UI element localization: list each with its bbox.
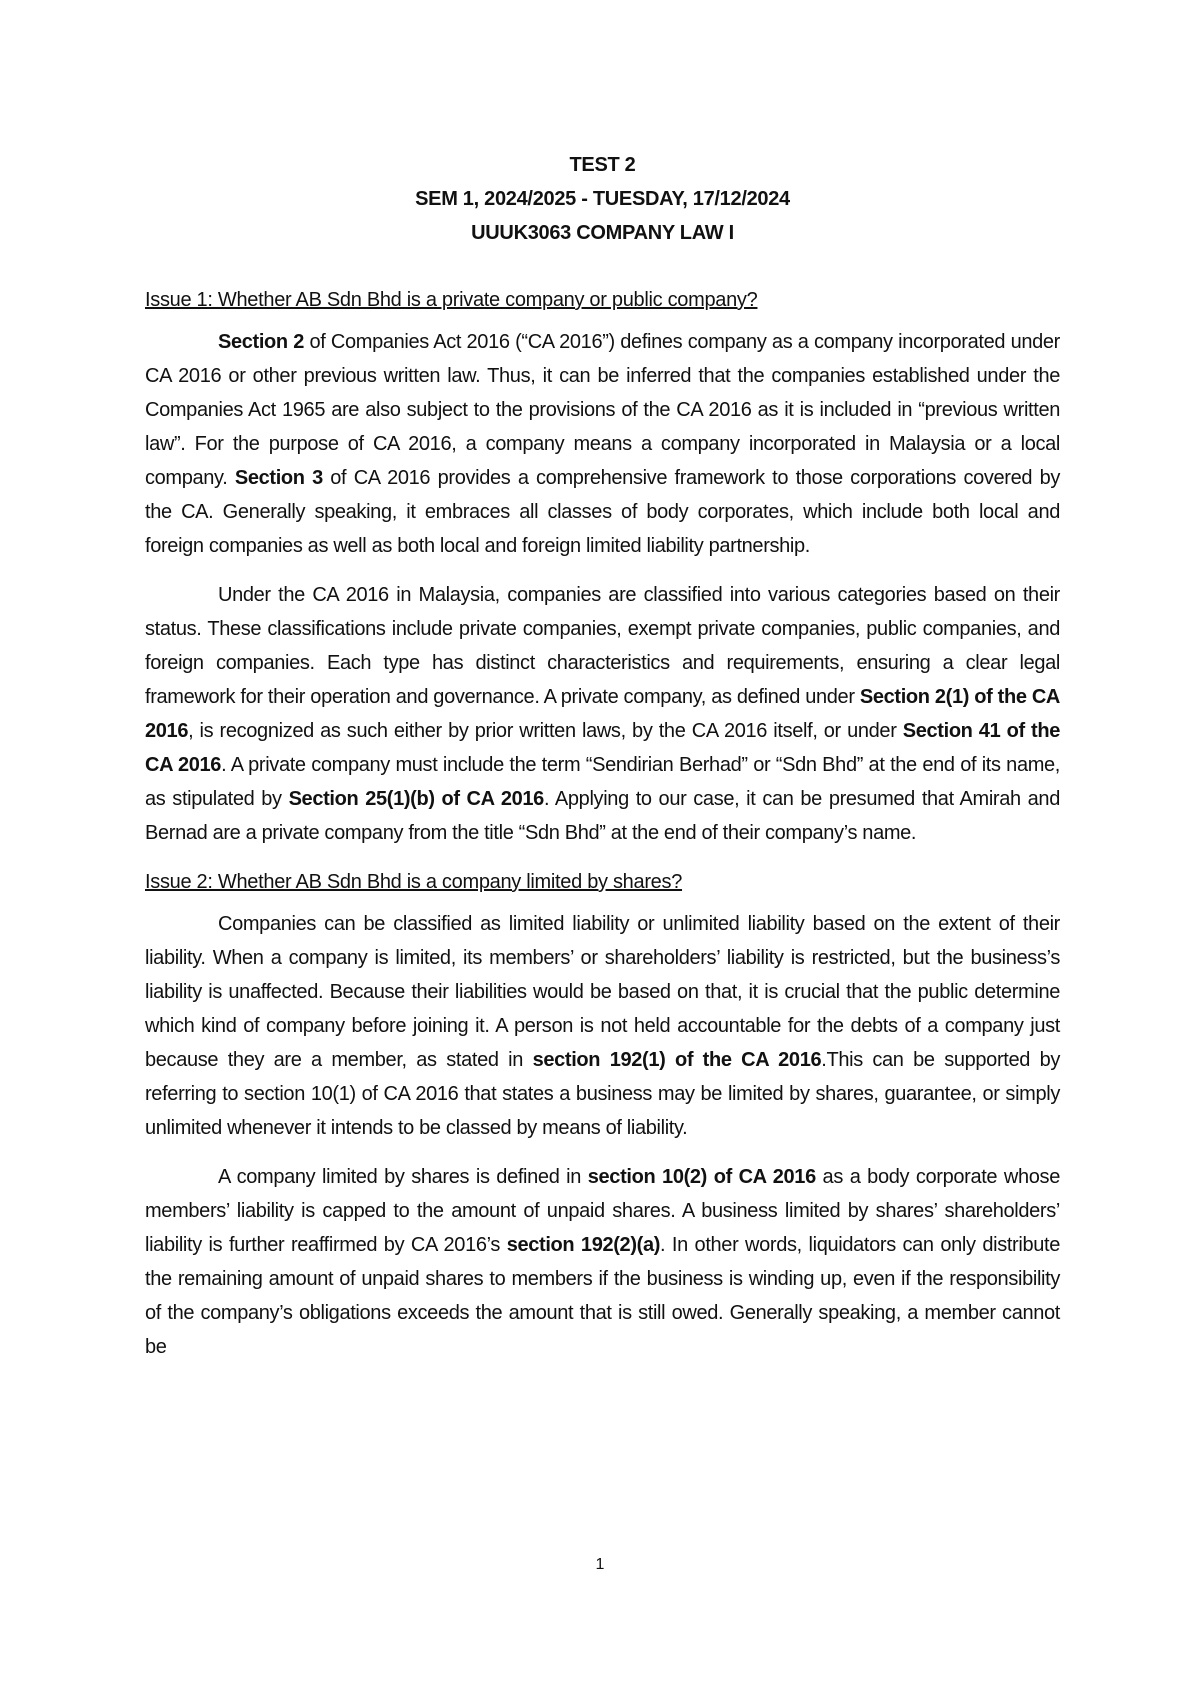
semester-date-line: SEM 1, 2024/2025 - TUESDAY, 17/12/2024 xyxy=(415,188,790,210)
statute-reference: Section 2 xyxy=(218,331,305,353)
page-number: 1 xyxy=(595,1556,605,1573)
test-title: TEST 2 xyxy=(569,154,636,176)
statute-reference: section 192(2)(a) xyxy=(506,1234,661,1256)
issue-2-paragraph-2: A company limited by shares is defined in section 10(2) of CA 2016 as a body corporate whose members’ liability is capped to the amount of unpaid shares. A business limited by shares’ shareholders’ liability is further reaffirmed by CA 2016’s section 192(2)(a). In other words, liquidators can only distribute the remaining amount of unpaid shares to members if the business is winding up, even if the responsibility of the company’s obligations exceeds the amount that is still owed. Generally speaking, a member cannot be xyxy=(145,1166,1060,1358)
course-title: UUUK3063 COMPANY LAW I xyxy=(471,222,734,244)
statute-reference: Section 3 xyxy=(234,467,323,489)
issue-1-paragraph-1: Section 2 of Companies Act 2016 (“CA 2016”) defines company as a company incorporated under CA 2016 or other previous written law. Thus, it can be inferred that the companies established under the Companies Act 1965 are also subject to the provisions of the CA 2016 as it is included in “previous written law”. For the purpose of CA 2016, a company means a company incorporated in Malaysia or a local company. Section 3 of CA 2016 provides a comprehensive framework to those corporations covered by the CA. Generally speaking, it embraces all classes of body corporates, which include both local and foreign companies as well as both local and foreign limited liability partnership. xyxy=(145,331,1060,557)
issue-2-paragraph-1: Companies can be classified as limited liability or unlimited liability based on the extent of their liability. When a company is limited, its members’ or shareholders’ liability is restricted, but the business’s liability is unaffected. Because their liabilities would be based on that, it is crucial that the public determine which kind of company before joining it. A person is not held accountable for the debts of a company just because they are a member, as stated in section 192(1) of the CA 2016.This can be supported by referring to section 10(1) of CA 2016 that states a business may be limited by shares, guarantee, or simply unlimited whenever it intends to be classed by means of liability. xyxy=(145,913,1060,1139)
statute-reference: Section 25(1)(b) of CA 2016 xyxy=(288,788,544,810)
statute-reference: Section 41 of the CA 2016 xyxy=(145,720,1060,776)
document-header xyxy=(145,148,1060,250)
statute-reference: Section 2(1) of the CA 2016 xyxy=(145,686,1061,742)
statute-reference: section 10(2) of CA 2016 xyxy=(587,1166,816,1188)
issue-2-heading: Issue 2: Whether AB Sdn Bhd is a company limited by shares? xyxy=(145,871,683,893)
document-page xyxy=(145,148,1060,1379)
issue-1-paragraph-2: Under the CA 2016 in Malaysia, companies are classified into various categories based on their status. These classifications include private companies, exempt private companies, public companies, and foreign companies. Each type has distinct characteristics and requirements, ensuring a clear legal framework for their operation and governance. A private company, as defined under Section 2(1) of the CA 2016, is recognized as such either by prior written laws, by the CA 2016 itself, or under Section 41 of the CA 2016. A private company must include the term “Sendirian Berhad” or “Sdn Bhd” at the end of its name, as stipulated by Section 25(1)(b) of CA 2016. Applying to our case, it can be presumed that Amirah and Bernad are a private company from the title “Sdn Bhd” at the end of their company’s name. xyxy=(145,584,1061,844)
issue-1-heading: Issue 1: Whether AB Sdn Bhd is a private company or public company? xyxy=(145,289,758,311)
statute-reference: section 192(1) of the CA 2016 xyxy=(532,1049,822,1071)
